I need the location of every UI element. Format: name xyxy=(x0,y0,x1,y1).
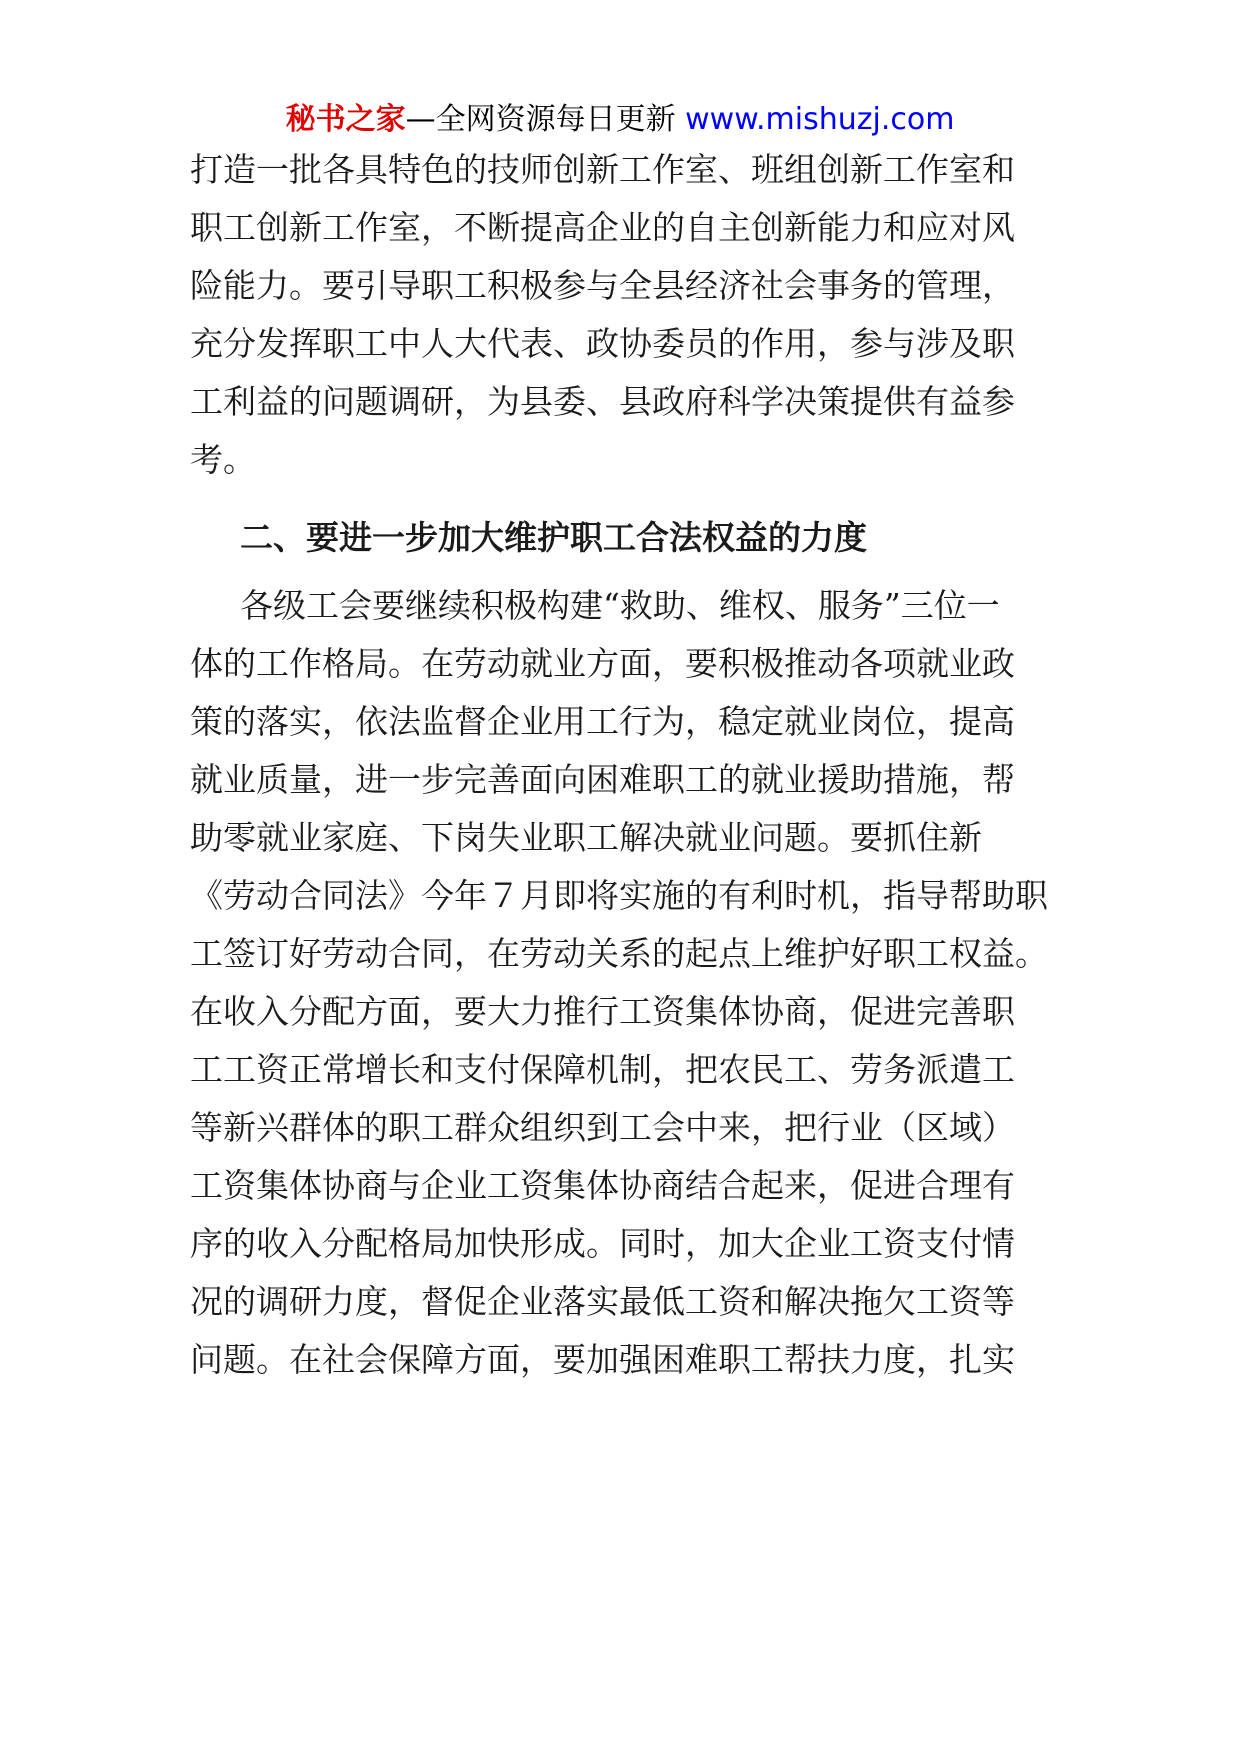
paragraph-line: 助零就业家庭、下岗失业职工解决就业问题。要抓住新 xyxy=(190,818,982,857)
paragraph-line: 职工创新工作室，不断提高企业的自主创新能力和应对风 xyxy=(190,208,1015,247)
paragraph-line: 问题。在社会保障方面，要加强困难职工帮扶力度，扎实 xyxy=(190,1340,1015,1379)
paragraph-line: 工资集体协商与企业工资集体协商结合起来，促进合理有 xyxy=(190,1166,1015,1205)
site-tagline: —全网资源每日更新 xyxy=(405,102,676,137)
site-header xyxy=(0,100,1240,140)
section-heading: 二、要进一步加大维护职工合法权益的力度 xyxy=(240,518,867,557)
paragraph-line: 打造一批各具特色的技师创新工作室、班组创新工作室和 xyxy=(190,150,1015,189)
paragraph-line: 在收入分配方面，要大力推行工资集体协商，促进完善职 xyxy=(190,992,1015,1031)
paragraph-line: 充分发挥职工中人大代表、政协委员的作用，参与涉及职 xyxy=(190,324,1015,363)
paragraph-line: 况的调研力度，督促企业落实最低工资和解决拖欠工资等 xyxy=(190,1282,1015,1321)
site-url-link[interactable]: www.mishuzj.com xyxy=(685,102,955,137)
paragraph-line: 工利益的问题调研，为县委、县政府科学决策提供有益参 xyxy=(190,382,1015,421)
paragraph-line: 等新兴群体的职工群众组织到工会中来，把行业（区域） xyxy=(190,1108,1015,1147)
paragraph-line: 策的落实，依法监督企业用工行为，稳定就业岗位，提高 xyxy=(190,702,1015,741)
paragraph-line: 序的收入分配格局加快形成。同时，加大企业工资支付情 xyxy=(190,1224,1015,1263)
paragraph-line: 工签订好劳动合同，在劳动关系的起点上维护好职工权益。 xyxy=(190,934,1048,973)
paragraph-line: 《劳动合同法》今年７月即将实施的有利时机，指导帮助职 xyxy=(190,876,1048,915)
site-brand: 秘书之家 xyxy=(285,102,406,137)
paragraph-line: 就业质量，进一步完善面向困难职工的就业援助措施，帮 xyxy=(190,760,1015,799)
paragraph-line: 险能力。要引导职工积极参与全县经济社会事务的管理， xyxy=(190,266,1015,305)
paragraph-line: 体的工作格局。在劳动就业方面，要积极推动各项就业政 xyxy=(190,644,1015,683)
paragraph-line: 工工资正常增长和支付保障机制，把农民工、劳务派遣工 xyxy=(190,1050,1015,1089)
paragraph-line: 考。 xyxy=(190,440,256,479)
paragraph-line: 各级工会要继续积极构建“救助、维权、服务”三位一 xyxy=(240,586,1000,625)
